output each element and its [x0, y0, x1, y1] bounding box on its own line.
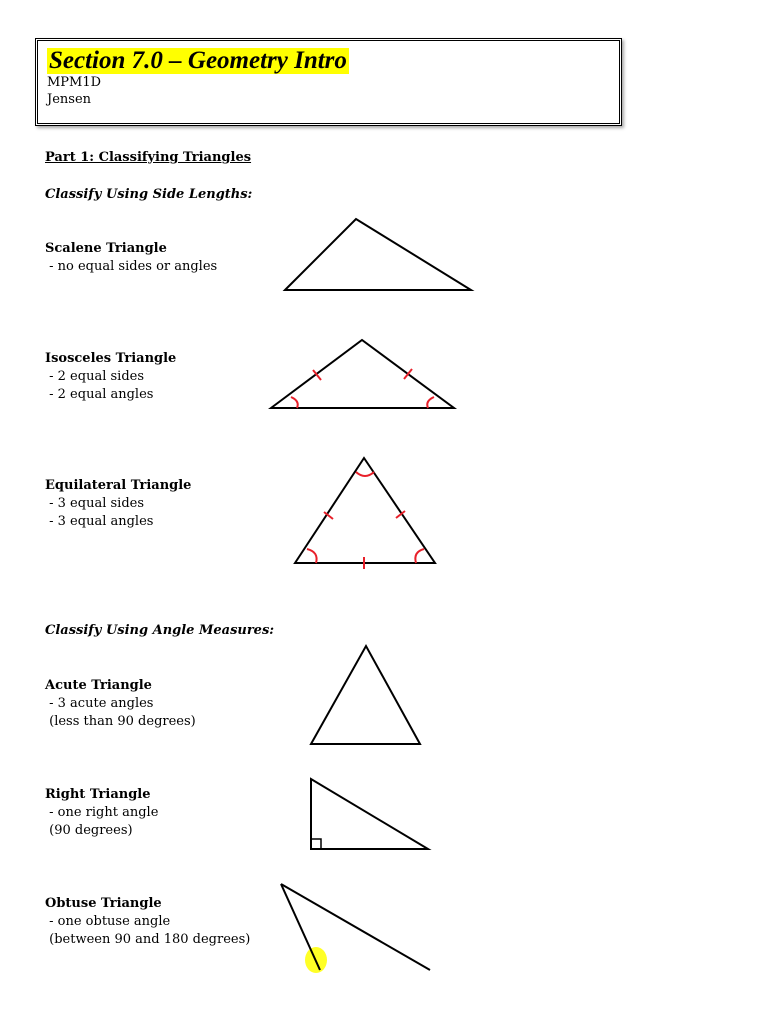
right-figure — [311, 779, 428, 849]
acute-line-1: - 3 acute angles — [45, 696, 154, 711]
equilateral-angle-left — [307, 549, 317, 563]
right-triangle — [311, 779, 428, 849]
acute-line-2: (less than 90 degrees) — [45, 714, 196, 729]
acute-triangle — [311, 646, 420, 744]
right-line-1: - one right angle — [45, 805, 159, 820]
page-title: Section 7.0 – Geometry Intro — [49, 47, 347, 74]
equilateral-line-2: - 3 equal angles — [45, 514, 154, 529]
obtuse-side-top — [281, 884, 430, 970]
equilateral-angle-right — [415, 549, 424, 563]
equilateral-figure — [295, 458, 435, 569]
isosceles-tick-right — [404, 369, 412, 379]
scalene-name: Scalene Triangle — [45, 241, 167, 256]
obtuse-line-2: (between 90 and 180 degrees) — [45, 932, 251, 947]
isosceles-angle-right — [427, 397, 434, 408]
acute-name: Acute Triangle — [45, 678, 152, 693]
obtuse-side-left — [281, 884, 320, 970]
scalene-triangle — [285, 219, 471, 290]
equilateral-angle-top — [356, 472, 374, 476]
equilateral-triangle — [295, 458, 435, 563]
right-name: Right Triangle — [45, 787, 151, 802]
isosceles-name: Isosceles Triangle — [45, 351, 177, 366]
isosceles-line-2: - 2 equal angles — [45, 387, 154, 402]
isosceles-figure — [271, 340, 454, 408]
side-lengths-heading: Classify Using Side Lengths: — [45, 187, 253, 202]
angle-measures-heading: Classify Using Angle Measures: — [45, 623, 275, 638]
isosceles-angle-left — [291, 397, 298, 408]
part-title: Part 1: Classifying Triangles — [45, 150, 252, 165]
obtuse-name: Obtuse Triangle — [45, 896, 162, 911]
equilateral-line-1: - 3 equal sides — [45, 496, 145, 511]
isosceles-line-1: - 2 equal sides — [45, 369, 145, 384]
scalene-line-1: - no equal sides or angles — [45, 259, 218, 274]
obtuse-line-1: - one obtuse angle — [45, 914, 171, 929]
right-line-2: (90 degrees) — [45, 823, 133, 838]
author-name: Jensen — [47, 92, 92, 107]
right-angle-marker — [311, 839, 321, 849]
isosceles-triangle — [271, 340, 454, 408]
course-code: MPM1D — [47, 75, 102, 90]
equilateral-name: Equilateral Triangle — [45, 478, 192, 493]
obtuse-figure — [281, 884, 430, 973]
